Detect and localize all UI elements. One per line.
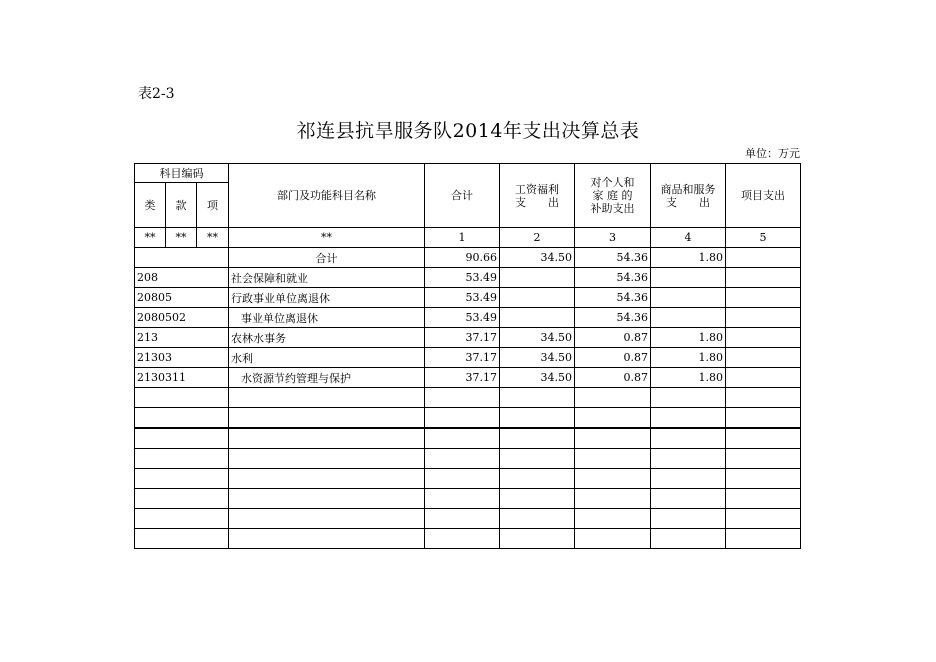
empty-row bbox=[135, 388, 801, 408]
row-project bbox=[726, 368, 801, 388]
project-column-header: 项目支出 bbox=[726, 164, 801, 228]
total-row bbox=[135, 248, 801, 268]
row-wage: 34.50 bbox=[500, 348, 575, 368]
row-goods: 1.80 bbox=[651, 368, 726, 388]
personal-header-line3: 补助支出 bbox=[590, 202, 635, 215]
table-row bbox=[135, 348, 801, 368]
row-goods: 1.80 bbox=[651, 328, 726, 348]
row-name: 农林水事务 bbox=[229, 328, 425, 348]
total-amount: 90.66 bbox=[425, 248, 500, 268]
empty-row bbox=[135, 529, 801, 549]
personal-header-line2: 家 庭 的 bbox=[592, 189, 633, 202]
index-row bbox=[135, 228, 801, 248]
index-c4: 4 bbox=[651, 228, 726, 248]
table-row bbox=[135, 308, 801, 328]
unit-label: 单位：万元 bbox=[745, 147, 800, 160]
row-project bbox=[726, 308, 801, 328]
table-number: 表2-3 bbox=[138, 86, 175, 102]
total-label: 合计 bbox=[229, 248, 425, 268]
row-wage: 34.50 bbox=[500, 368, 575, 388]
empty-row bbox=[135, 469, 801, 489]
index-c5: 5 bbox=[726, 228, 801, 248]
total-wage: 34.50 bbox=[500, 248, 575, 268]
row-project bbox=[726, 288, 801, 308]
personal-header-line1: 对个人和 bbox=[590, 176, 635, 189]
xiang-header: 项 bbox=[197, 183, 229, 228]
row-name: 社会保障和就业 bbox=[229, 268, 425, 288]
row-personal: 54.36 bbox=[575, 288, 651, 308]
kuan-header: 款 bbox=[166, 183, 197, 228]
total-goods: 1.80 bbox=[651, 248, 726, 268]
index-kuan: ** bbox=[166, 228, 197, 248]
row-goods bbox=[651, 308, 726, 328]
row-total: 53.49 bbox=[425, 268, 500, 288]
wage-header-line1: 工资福利 bbox=[515, 182, 559, 196]
row-name: 水利 bbox=[229, 348, 425, 368]
goods-header-line2: 支 出 bbox=[666, 195, 710, 209]
row-total: 53.49 bbox=[425, 288, 500, 308]
row-goods bbox=[651, 288, 726, 308]
wage-column-header bbox=[500, 164, 575, 228]
row-code: 2080502 bbox=[135, 308, 229, 328]
goods-header-line1: 商品和服务 bbox=[660, 182, 716, 196]
row-personal: 0.87 bbox=[575, 328, 651, 348]
wage-header-line2: 支 出 bbox=[515, 195, 559, 209]
index-xiang: ** bbox=[197, 228, 229, 248]
empty-row bbox=[135, 408, 801, 429]
row-total: 37.17 bbox=[425, 348, 500, 368]
row-total: 37.17 bbox=[425, 368, 500, 388]
table-row bbox=[135, 368, 801, 388]
row-goods bbox=[651, 268, 726, 288]
empty-row bbox=[135, 428, 801, 449]
row-goods: 1.80 bbox=[651, 348, 726, 368]
index-name: ** bbox=[229, 228, 425, 248]
page-title: 祁连县抗旱服务队2014年支出决算总表 bbox=[296, 120, 640, 142]
personal-column-header bbox=[575, 164, 651, 228]
subject-code-header: 科目编码 bbox=[135, 164, 229, 183]
row-total: 37.17 bbox=[425, 328, 500, 348]
total-project bbox=[726, 248, 801, 268]
header-row-1 bbox=[135, 164, 801, 183]
row-total: 53.49 bbox=[425, 308, 500, 328]
row-code: 2130311 bbox=[135, 368, 229, 388]
row-code: 21303 bbox=[135, 348, 229, 368]
row-personal: 54.36 bbox=[575, 308, 651, 328]
table-row bbox=[135, 328, 801, 348]
total-code-cell bbox=[135, 248, 229, 268]
table-row bbox=[135, 288, 801, 308]
row-wage bbox=[500, 288, 575, 308]
index-c3: 3 bbox=[575, 228, 651, 248]
row-personal: 0.87 bbox=[575, 368, 651, 388]
row-project bbox=[726, 348, 801, 368]
row-code: 20805 bbox=[135, 288, 229, 308]
expenditure-table bbox=[134, 163, 801, 549]
empty-row bbox=[135, 509, 801, 529]
goods-column-header bbox=[651, 164, 726, 228]
empty-row bbox=[135, 449, 801, 469]
row-personal: 0.87 bbox=[575, 348, 651, 368]
row-name: 行政事业单位离退休 bbox=[229, 288, 425, 308]
total-column-header: 合计 bbox=[425, 164, 500, 228]
row-code: 213 bbox=[135, 328, 229, 348]
row-wage bbox=[500, 308, 575, 328]
row-wage: 34.50 bbox=[500, 328, 575, 348]
row-name: 事业单位离退休 bbox=[229, 308, 425, 328]
table-row bbox=[135, 268, 801, 288]
empty-row bbox=[135, 489, 801, 509]
row-name: 水资源节约管理与保护 bbox=[229, 368, 425, 388]
lei-header: 类 bbox=[135, 183, 166, 228]
row-wage bbox=[500, 268, 575, 288]
index-lei: ** bbox=[135, 228, 166, 248]
index-c2: 2 bbox=[500, 228, 575, 248]
row-code: 208 bbox=[135, 268, 229, 288]
row-personal: 54.36 bbox=[575, 268, 651, 288]
index-c1: 1 bbox=[425, 228, 500, 248]
row-project bbox=[726, 328, 801, 348]
row-project bbox=[726, 268, 801, 288]
total-personal: 54.36 bbox=[575, 248, 651, 268]
name-column-header: 部门及功能科目名称 bbox=[229, 164, 425, 228]
